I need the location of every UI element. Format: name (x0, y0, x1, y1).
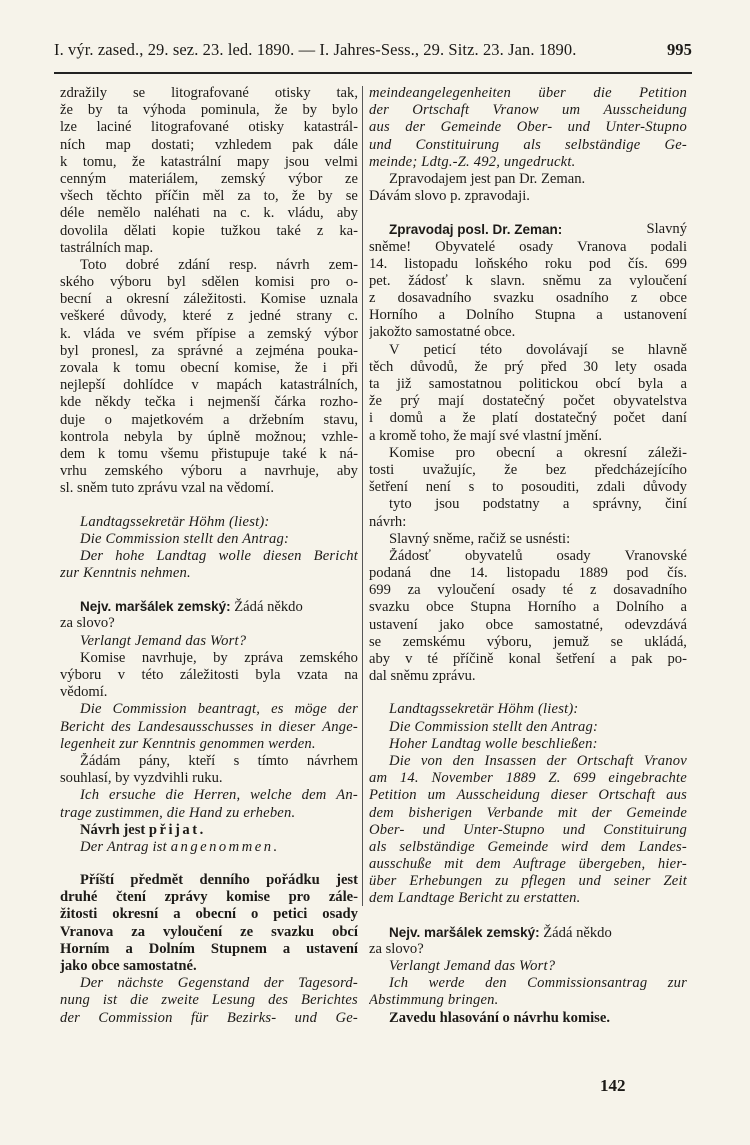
text-line: Die Commission stellt den Antrag: (389, 718, 599, 735)
text-line: cenným materiálem, zemský výbor ze (60, 170, 358, 187)
text-line: am 14. November 1889 Z. 699 eingebrachte (369, 770, 687, 787)
text-line: Ich ersuche die Herren, welche dem An- (80, 787, 358, 804)
text-line: kde někdy tečka i nejmenší čárka rozho- (60, 394, 358, 411)
paragraph-gap (369, 205, 687, 221)
text-line: pet. žádosť k slavn. sněmu za vyloučení (369, 272, 687, 289)
text-line: und Constituirung als selbständige Ge- (369, 136, 687, 153)
text-line: za slovo? (369, 940, 424, 957)
text-line: těch důvodů, že prý před 30 lety osada (369, 358, 687, 375)
text-line: že by ta výhoda pominula, že by bylo (60, 102, 358, 119)
text-line: nejlepší dohlídce v mapách katastrálních, (60, 377, 358, 394)
paragraph-gap (60, 856, 358, 872)
text-line: Bericht des Landesausschusses in dieser Ange- (60, 718, 358, 735)
text-line: návrh: (369, 513, 407, 530)
text-line: der Ortschaft Vranow um Ausscheidung (369, 102, 687, 119)
text-line: Verlangt Jemand das Wort? (389, 958, 556, 974)
right-column (369, 85, 687, 1027)
paragraph-gap (369, 908, 687, 924)
text-line: duje o majetkovém a držebním stavu, (60, 411, 358, 428)
text-line: aus der Gemeinde Ober- und Unter-Stupno (369, 119, 687, 136)
text-line: že prý mají dostatečný počet obyvatelstva (369, 393, 687, 410)
text-line: Dávám slovo p. zpravodaji. (369, 188, 530, 205)
text-line: Komise navrhuje, by zpráva zemského (80, 649, 358, 666)
text-line: vědomí. (60, 684, 108, 701)
text-line: k tomu, že katastrální mapy jsou velmi (60, 153, 358, 170)
text-line: a kromě toho, že mají své vlastní jmění. (369, 427, 603, 444)
text-line: Die Commission stellt den Antrag: (80, 530, 290, 547)
text-line: Horního a Dolního Stupna a ustanovení (369, 307, 687, 324)
text-line: zur Kenntnis nehmen. (60, 565, 191, 582)
text-line: lze laciné litografované otisky katastrál- (60, 119, 358, 136)
text-line: Toto dobré zdání resp. návrh zem- (80, 256, 358, 273)
text-line: dal sněmu zprávu. (369, 668, 476, 685)
text-line: Slavný sněme, račiž se usnésti: (389, 530, 571, 547)
text-line: druhé čtení zprávy komise pro zále- (60, 889, 358, 906)
text-line: Die von den Insassen der Ortschaft Vranov (389, 752, 687, 769)
text-line: Der nächste Gegenstand der Tagesord- (80, 975, 358, 992)
text-line: Vranova za vyloučení ze svazku obcí (60, 923, 358, 940)
paragraph-gap (369, 685, 687, 701)
text-line: podaná dne 14. listopadu 1889 pod čís. (369, 565, 687, 582)
text-line: tosti uvažujíc, že bez předcházejícího (369, 461, 687, 478)
text-line: jako obce samostatné. (60, 958, 197, 974)
left-column (60, 85, 358, 1027)
text-line: i domů a že platí dostatečný počet daní (369, 410, 687, 427)
text-line: dem Landtage Bericht zu erstatten. (369, 890, 581, 907)
text-line: Ich werde den Commissionsantrag zur (389, 975, 687, 992)
text-line: trage zustimmen, die Hand zu erheben. (60, 804, 296, 821)
text-line: byl pronesl, za správné a zejména pouka- (60, 342, 358, 359)
text-line: Zavedu hlasování o návrhu komise. (389, 1009, 610, 1026)
folio-number: 142 (600, 1076, 626, 1095)
text-line: tastrálních map. (60, 239, 154, 256)
text-line: ních map dostati; vzhledem pak dále (60, 136, 358, 153)
text-line: Verlangt Jemand das Wort? (80, 632, 247, 649)
text-line: legenheit zur Kenntnis genommen werden. (60, 735, 316, 752)
text-line: z dosavadního svazku osadního z obce (369, 290, 687, 307)
text-line: Der hohe Landtag wolle diesen Bericht (80, 547, 358, 564)
text-line: 14. listopadu loňského roku pod čís. 699 (369, 255, 687, 272)
text-line: ta již samostatnou politickou obcí byla a (369, 376, 687, 392)
text-line: zdražily se litografované otisky tak, (60, 85, 358, 101)
text-line: Návrh jest přijat. (80, 821, 206, 838)
text-line: Nejv. maršálek zemský: Žádá někdo (389, 924, 612, 941)
header-rule (54, 72, 692, 74)
text-line: všech těchto příčin měl za to, že by se (60, 188, 358, 205)
text-line: za slovo? (60, 615, 115, 632)
text-line: kontrola nebyla by úplně možnou; vzhle- (60, 428, 358, 445)
paragraph-gap (60, 498, 358, 514)
text-line: Žádám pány, kteří s tímto návrhem (80, 752, 358, 769)
text-line: Abstimmung bringen. (369, 992, 499, 1009)
text-line: výboru v této záležitosti byla vzata na (60, 667, 358, 683)
text-line: Landtagssekretär Höhm (liest): (80, 513, 270, 530)
text-line: svazku obce Stupna Horního a Dolního a (369, 599, 687, 616)
text-line: becní a okresní záležitosti. Komise uznala (60, 291, 358, 308)
text-line: jakožto samostatné obce. (369, 324, 516, 341)
text-line: nung ist die zweite Lesung des Berichtes (60, 992, 358, 1009)
text-line: ausschuße mit dem Auftrage übergeben, hier- (369, 856, 687, 873)
text-line: dovolila dělati kopie tužkou také z ka- (60, 222, 358, 239)
text-line: als selbständige Gemeinde wird dem Landes- (369, 838, 687, 855)
text-line: vrhu zemského výboru a navrhuje, aby (60, 463, 358, 480)
text-line: Zpravodajem jest pan Dr. Zeman. (389, 170, 586, 187)
text-line: Ober- und Unter-Stupno und Constituirung (369, 821, 687, 838)
text-line: meindeangelegenheiten über die Petition (369, 85, 687, 101)
text-line: Komise pro obecní a okresní záleži- (389, 444, 687, 461)
text-line: Landtagssekretär Höhm (liest): (389, 701, 579, 718)
header-title: I. výr. zased., 29. sez. 23. led. 1890. — I. Jahres-Sess., 29. Sitz. 23. Jan. 1890. (54, 40, 577, 59)
text-line: k. vláda ve svém přípise a zemský výbor (60, 325, 358, 342)
text-line: dem bisherigen Verbande mit der Gemeinde (369, 804, 687, 821)
text-line: 699 za vyloučení osady té z dosavadního (369, 582, 687, 599)
text-line: Nejv. maršálek zemský: Žádá někdo (80, 599, 303, 616)
running-header (54, 40, 692, 60)
text-line: déle nemělo naléhati na c. k. vládu, aby (60, 205, 358, 222)
text-line: aby v té příčině konal šetření a pak po- (369, 651, 687, 667)
text-line: ského výboru byl sdělen komisi pro o- (60, 274, 358, 291)
text-line: dem k tomu všemu přistupuje také k ná- (60, 445, 358, 462)
text-line: Žádosť obyvatelů osady Vranovské (389, 547, 687, 564)
text-line: Příští předmět denního pořádku jest (80, 872, 358, 889)
text-line: Die Commission beantragt, es möge der (80, 701, 358, 718)
text-line: se zemskému výboru, jemuž se ukládá, (369, 633, 687, 650)
text-line: sl. sněm tuto zprávu vzal na vědomí. (60, 480, 274, 497)
text-line: Zpravodaj posl. Dr. Zeman: Slavný (389, 221, 687, 238)
header-page-number: 995 (666, 40, 692, 59)
text-line: Petition um Ausscheidung dieser Ortschaft aus (369, 787, 687, 804)
text-line: tyto jsou podstatny a správny, činí (389, 496, 687, 513)
text-line: Der Antrag ist angenommen. (80, 838, 280, 855)
text-line: veškeré důvody, které z jedné strany c. (60, 308, 358, 325)
text-line: šetření není s to posouditi, zdali důvody (369, 479, 687, 496)
text-line: souhlasí, by vyzdvihli ruku. (60, 770, 223, 787)
text-line: žitosti okresní a obecní o petici osady (60, 906, 358, 923)
text-line: ustavení jako obce samostatné, odevzdává (369, 616, 687, 633)
text-line: zovala k tomu obecní komise, že i při (60, 360, 358, 376)
text-line: Horním a Dolním Stupnem a ustavení (60, 940, 358, 957)
text-line: V peticí této dovolávají se hlavně (389, 341, 687, 358)
text-line: über Erhebungen zu pflegen und seiner Zeit (369, 873, 687, 890)
text-line: Hoher Landtag wolle beschließen: (389, 735, 598, 752)
column-divider (362, 86, 363, 906)
text-line: meinde; Ldtg.-Z. 492, ungedruckt. (369, 153, 576, 170)
text-line: sněme! Obyvatelé osady Vranova podali (369, 238, 687, 255)
paragraph-gap (60, 582, 358, 598)
text-line: der Commission für Bezirks- und Ge- (60, 1009, 358, 1026)
